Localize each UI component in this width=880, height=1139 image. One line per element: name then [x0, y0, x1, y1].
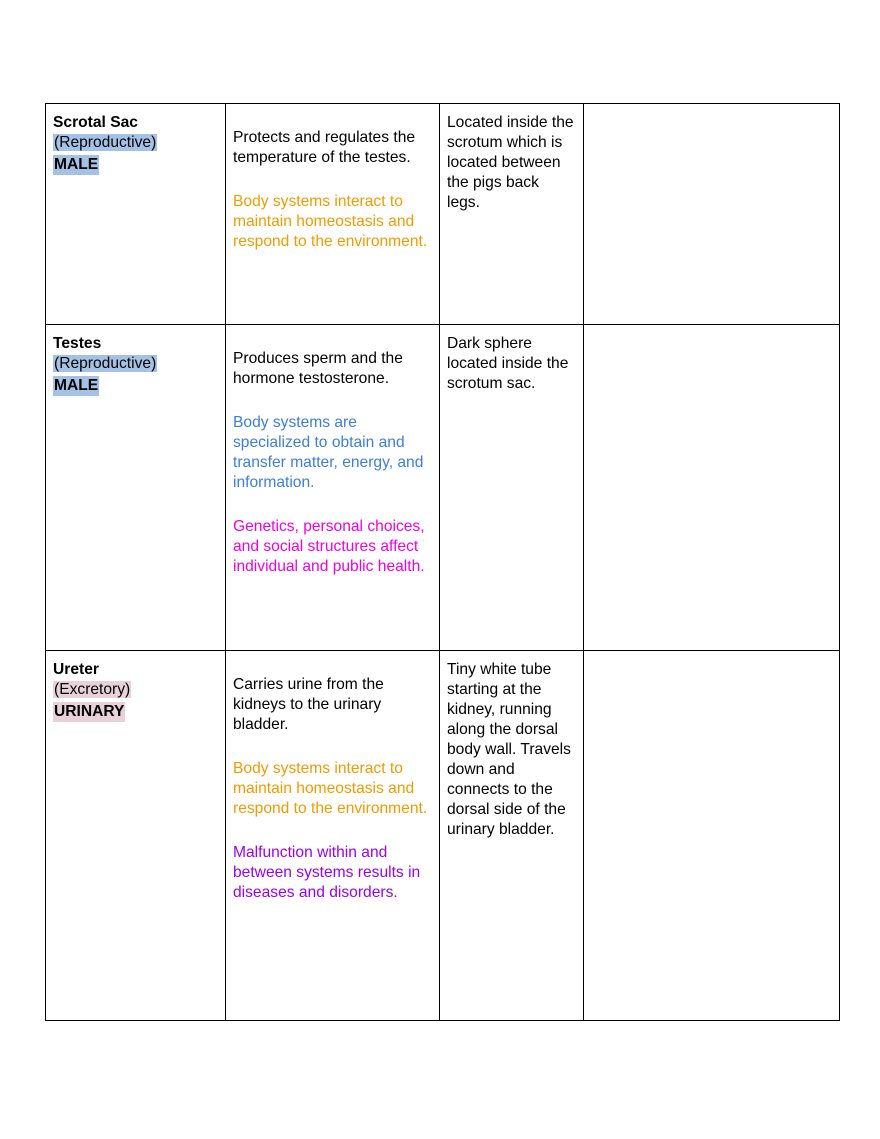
system-tag: URINARY [54, 703, 125, 720]
standard-text: Body systems interact to maintain homeostasis and respond to the environment. [233, 193, 428, 250]
notes-cell [584, 104, 840, 325]
function-text: Protects and regulates the temperature of the testes. [233, 129, 416, 166]
standard-text: Genetics, personal choices, and social structures affect individual and public health. [233, 518, 425, 575]
system-tag: MALE [54, 156, 99, 173]
organ-cell [46, 325, 226, 651]
organ-name: Testes [53, 335, 102, 352]
system-label: (Reproductive) [54, 355, 157, 372]
function-cell [226, 325, 440, 651]
notes-cell [584, 651, 840, 1021]
organ-table [45, 103, 840, 1021]
system-label: (Excretory) [54, 681, 131, 698]
function-cell [226, 651, 440, 1021]
notes-cell [584, 325, 840, 651]
system-label: (Reproductive) [54, 134, 157, 151]
location-cell [440, 325, 584, 651]
organ-name: Scrotal Sac [53, 114, 138, 131]
location-cell [440, 651, 584, 1021]
table-row [46, 104, 840, 325]
table-row [46, 325, 840, 651]
standard-text: Malfunction within and between systems results in diseases and disorders. [233, 844, 421, 901]
system-tag: MALE [54, 377, 99, 394]
standard-text: Body systems interact to maintain homeostasis and respond to the environment. [233, 760, 428, 817]
standard-text: Body systems are specialized to obtain and transfer matter, energy, and information. [233, 414, 424, 491]
organ-cell [46, 104, 226, 325]
table-row [46, 651, 840, 1021]
location-cell [440, 104, 584, 325]
function-text: Carries urine from the kidneys to the urinary bladder. [233, 676, 384, 733]
function-text: Produces sperm and the hormone testosterone. [233, 350, 403, 387]
location-text: Tiny white tube starting at the kidney, running along the dorsal body wall. Travels down and connects to the dorsal side of the urinary bladder. [447, 661, 571, 838]
organ-cell [46, 651, 226, 1021]
function-cell [226, 104, 440, 325]
organ-name: Ureter [53, 661, 99, 678]
location-text: Dark sphere located inside the scrotum sac. [447, 335, 569, 392]
location-text: Located inside the scrotum which is located between the pigs back legs. [447, 114, 574, 211]
